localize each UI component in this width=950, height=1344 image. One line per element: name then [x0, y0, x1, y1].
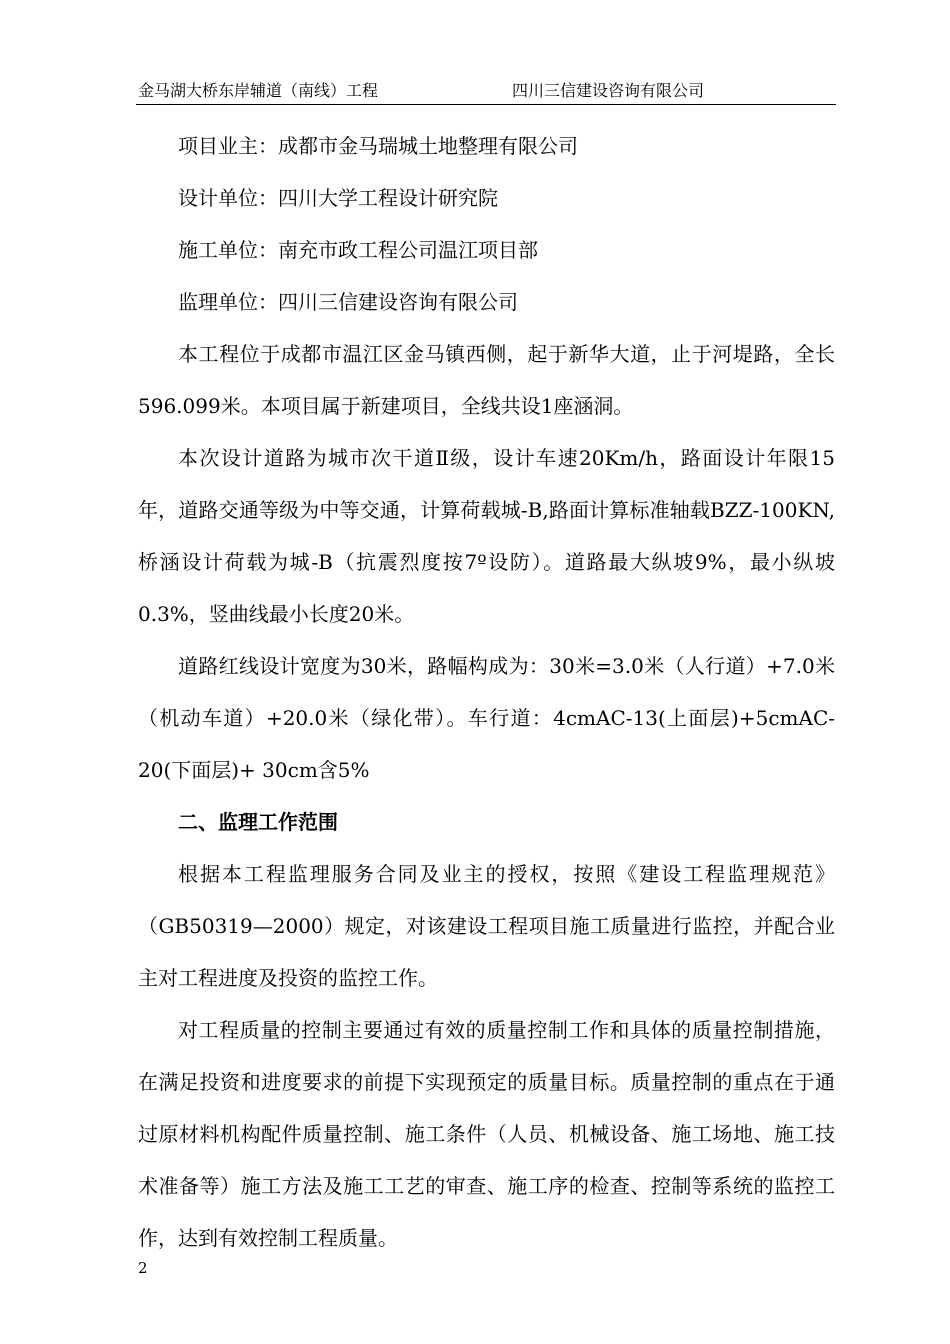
contractor-line: 施工单位：南充市政工程公司温江项目部 [178, 238, 538, 262]
header-company-name: 四川三信建设咨询有限公司 [512, 81, 705, 100]
quality-control-paragraph: 对工程质量的控制主要通过有效的质量控制工作和具体的质量控制措施，在满足投资和进度要求的前提下实现预定的质量目标。质量控制的重点在于通过原材料机构配件质量控制、施工条件（人员、机械设备、施工场地、施工技术准备等）施工方法及施工工艺的审查、施工序的检查、控制等系统的监控工作，达到有效控制工程质量。 [138, 1018, 835, 1250]
header-project-name: 金马湖大桥东岸辅道（南线）工程 [138, 81, 379, 100]
header-divider [136, 104, 836, 105]
owner-line: 项目业主：成都市金马瑞城土地整理有限公司 [178, 134, 578, 158]
road-width-paragraph: 道路红线设计宽度为30米，路幅构成为：30米=3.0米（人行道）+7.0米（机动车道）+20.0米（绿化带）。车行道：4cmAC-13(上面层)+5cmAC-20(下面层)+ 30cm含5% [138, 654, 835, 782]
document-body [138, 120, 835, 1264]
section-heading: 二、监理工作范围 [178, 810, 338, 834]
project-location-paragraph: 本工程位于成都市温江区金马镇西侧，起于新华大道，止于河堤路，全长596.099米。本项目属于新建项目，全线共设1座涵洞。 [138, 342, 835, 418]
page-number: 2 [138, 1259, 148, 1277]
supervisor-line: 监理单位：四川三信建设咨询有限公司 [178, 290, 518, 314]
designer-line: 设计单位：四川大学工程设计研究院 [178, 186, 498, 210]
scope-paragraph: 根据本工程监理服务合同及业主的授权，按照《建设工程监理规范》（GB50319—2000）规定，对该建设工程项目施工质量进行监控，并配合业主对工程进度及投资的监控工作。 [138, 862, 835, 990]
design-standard-paragraph: 本次设计道路为城市次干道Ⅱ级，设计车速20Km/h，路面设计年限15年，道路交通等级为中等交通，计算荷载城-B,路面计算标准轴载BZZ-100KN,桥涵设计荷载为城-B（抗震烈度按7º设防）。道路最大纵坡9%，最小纵坡0.3%，竖曲线最小长度20米。 [138, 446, 835, 626]
